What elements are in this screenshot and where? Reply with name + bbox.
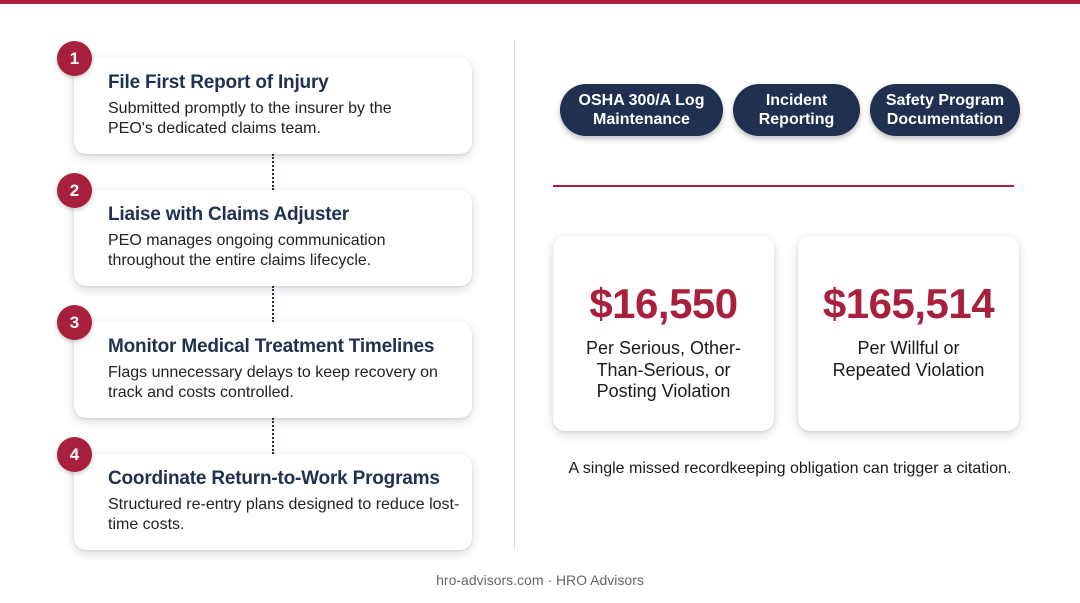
stat-label: Per Willful or Repeated Violation xyxy=(832,338,985,380)
step-number-badge: 1 xyxy=(57,41,92,76)
stat-card-serious xyxy=(553,236,774,431)
section-divider xyxy=(553,185,1014,187)
step-number-badge: 4 xyxy=(57,437,92,472)
citation-caption: A single missed recordkeeping obligation can trigger a citation. xyxy=(568,460,1012,477)
pill-label: Incident Reporting xyxy=(758,92,835,128)
pill-incident-reporting xyxy=(733,84,860,136)
step-description: PEO manages ongoing communication throughout the entire claims lifecycle. xyxy=(108,232,386,269)
step-description: Flags unnecessary delays to keep recovery on track and costs controlled. xyxy=(108,364,438,401)
step-connector xyxy=(272,418,274,454)
stat-card-willful xyxy=(798,236,1019,431)
top-accent-bar xyxy=(0,0,1080,4)
step-number-badge: 2 xyxy=(57,173,92,208)
pill-label: OSHA 300/A Log Maintenance xyxy=(578,92,705,128)
step-title: Liaise with Claims Adjuster xyxy=(108,204,349,225)
step-card-4 xyxy=(74,454,472,550)
column-divider xyxy=(514,40,515,550)
step-card-3 xyxy=(74,322,472,418)
pill-label: Safety Program Documentation xyxy=(885,92,1005,128)
step-connector xyxy=(272,154,274,190)
step-description: Submitted promptly to the insurer by the PEO's dedicated claims team. xyxy=(108,100,392,137)
pill-safety-program xyxy=(870,84,1020,136)
stat-value: $16,550 xyxy=(589,280,738,327)
step-number-badge: 3 xyxy=(57,305,92,340)
step-description: Structured re-entry plans designed to reduce lost-time costs. xyxy=(108,496,460,533)
pill-osha-log xyxy=(560,84,723,136)
step-connector xyxy=(272,286,274,322)
step-card-1 xyxy=(74,58,472,154)
step-title: Monitor Medical Treatment Timelines xyxy=(108,336,435,357)
step-card-2 xyxy=(74,190,472,286)
step-title: File First Report of Injury xyxy=(108,72,329,93)
step-title: Coordinate Return-to-Work Programs xyxy=(108,468,440,489)
stat-label: Per Serious, Other-Than-Serious, or Posting Violation xyxy=(585,338,742,401)
stat-value: $165,514 xyxy=(822,280,995,327)
footer-text: hro-advisors.com · HRO Advisors xyxy=(436,572,644,588)
